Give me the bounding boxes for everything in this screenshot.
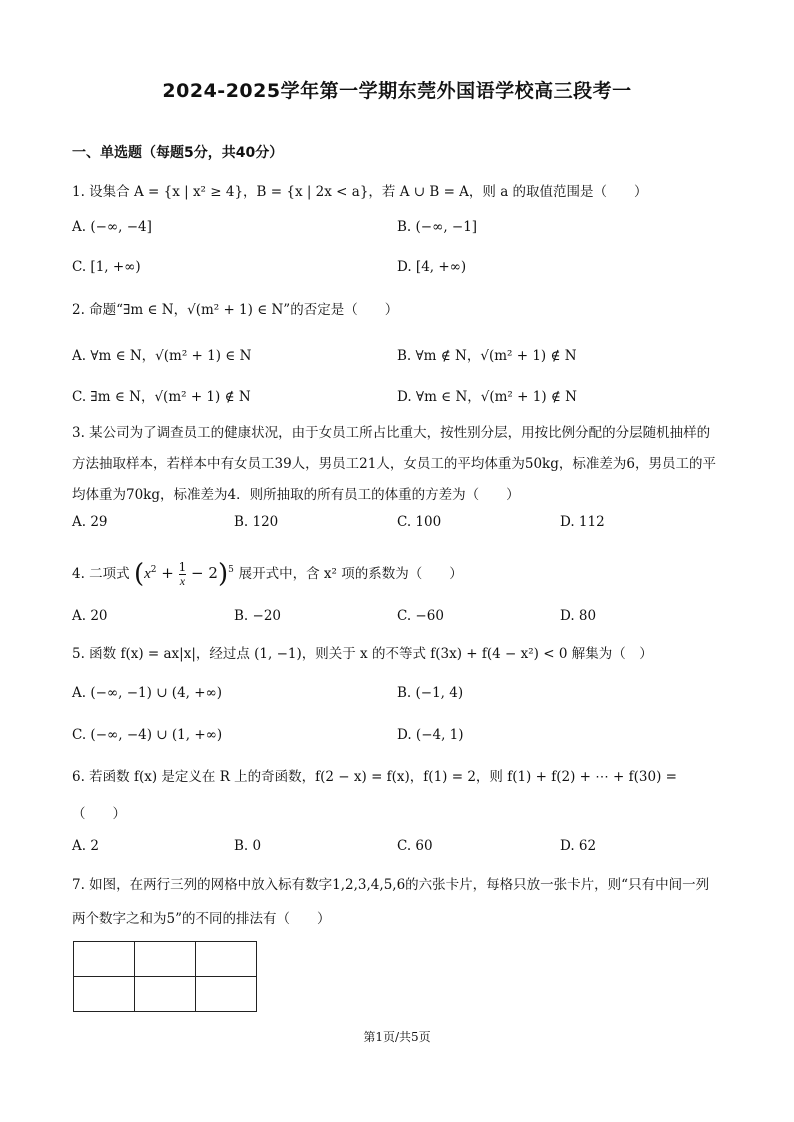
q5-option-b: B. (−1, 4) [397,685,464,701]
grid-cell [74,977,135,1012]
grid-cell [135,942,196,977]
q3-option-b: B. 120 [234,514,279,530]
question-4-stem [72,556,463,588]
q3-option-c: C. 100 [397,514,442,530]
q5-option-a: A. (−∞, −1) ∪ (4, +∞) [72,685,223,701]
q2-option-a: A. ∀m ∈ N，√(m² + 1) ∈ N [72,348,252,364]
q4-option-a: A. 20 [72,608,108,624]
grid-cell [74,942,135,977]
question-7-stem: 7. 如图，在两行三列的网格中放入标有数字1,2,3,4,5,6的六张卡片，每格只放一张卡片，则“只有中间一列两个数字之和为5”的不同的排法有（ ） [72,877,710,927]
question-3-stem: 3. 某公司为了调查员工的健康状况，由于女员工所占比重大，按性别分层，用按比例分配的分层随机抽样的方法抽取样本，若样本中有女员工39人，男员工21人，女员工的平均体重为50kg，标准差为6，男员工的平均体重为70kg，标准差为4．则所抽取的所有员工的体重的方差为（ ） [72,425,716,503]
q4-stem-suffix: 展开式中，含 x² 项的系数为（ ） [238,566,463,582]
question-6-stem: 6. 若函数 f(x) 是定义在 R 上的奇函数，f(2 − x) = f(x)，f(1) = 2，则 f(1) + f(2) + ⋯ + f(30) = [72,769,677,785]
grid-row [74,942,257,977]
q6-option-a: A. 2 [72,838,99,854]
card-grid [73,941,257,1012]
q5-option-c: C. (−∞, −4) ∪ (1, +∞) [72,727,223,743]
page-footer: 第1页/共5页 [363,1030,431,1044]
q1-option-c: C. [1, +∞) [72,259,141,275]
q6-option-b: B. 0 [234,838,262,854]
q1-option-d: D. [4, +∞) [397,259,467,275]
section-heading: 一、单选题（每题5分，共40分） [72,145,284,161]
q4-option-b: B. −20 [234,608,281,624]
q1-option-b: B. (−∞, −1] [397,219,478,235]
q2-option-d: D. ∀m ∈ N，√(m² + 1) ∉ N [397,389,577,405]
question-1-stem: 1. 设集合 A = {x | x² ≥ 4}，B = {x | 2x < a}，若 A ∪ B = A，则 a 的取值范围是（ ） [72,184,648,200]
q3-option-d: D. 112 [560,514,605,530]
q2-option-c: C. ∃m ∈ N，√(m² + 1) ∉ N [72,389,251,405]
q4-option-c: C. −60 [397,608,444,624]
grid-cell [196,977,257,1012]
grid-cell [135,977,196,1012]
grid-row [74,977,257,1012]
q3-option-a: A. 29 [72,514,108,530]
q6-option-d: D. 62 [560,838,597,854]
question-5-stem: 5. 函数 f(x) = ax|x|，经过点 (1, −1)，则关于 x 的不等式 f(3x) + f(4 − x²) < 0 解集为（ ） [72,646,653,662]
grid-cell [196,942,257,977]
binomial-expression: ($x^2$ + $\frac{1}{x}$ − 2)$^5$ [133,559,234,589]
q1-option-a: A. (−∞, −4] [72,219,152,235]
q4-option-d: D. 80 [560,608,597,624]
q2-option-b: B. ∀m ∉ N，√(m² + 1) ∉ N [397,348,577,364]
q5-option-d: D. (−4, 1) [397,727,464,743]
q4-stem-prefix: 4. 二项式 [72,566,130,582]
page-title: 2024-2025学年第一学期东莞外国语学校高三段考一 [162,80,632,102]
question-2-stem: 2. 命题“∃m ∈ N，√(m² + 1) ∈ N”的否定是（ ） [72,302,399,318]
question-6-stem-line2: （ ） [72,806,126,822]
q6-option-c: C. 60 [397,838,433,854]
